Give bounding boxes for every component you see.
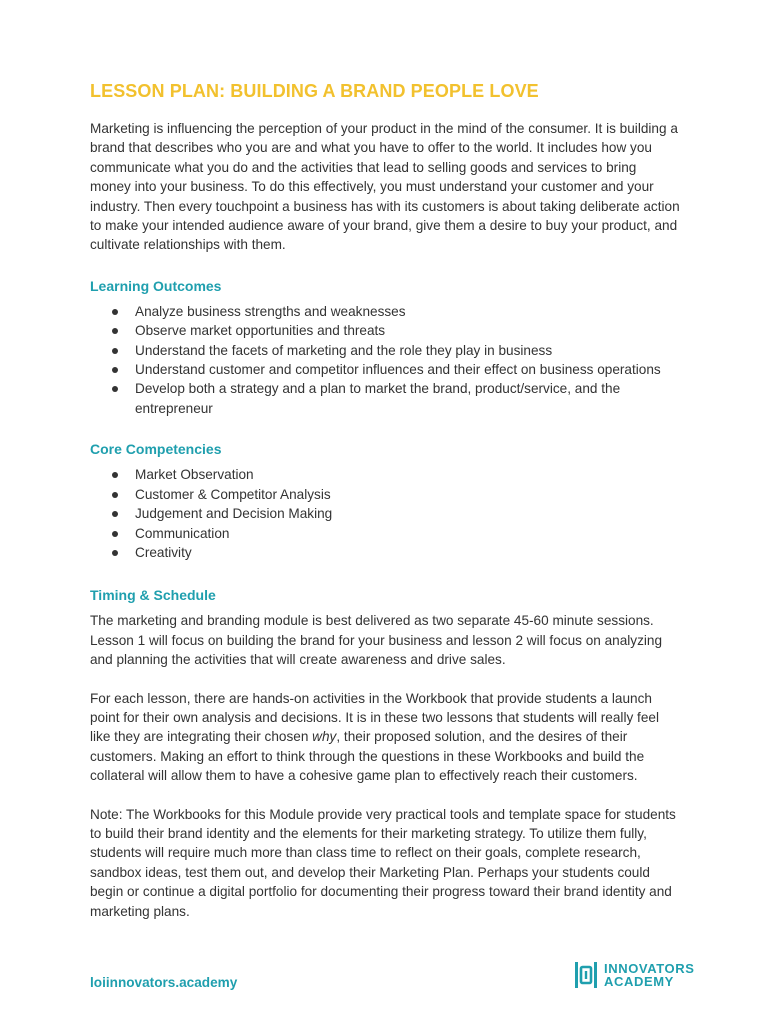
list-item: Judgement and Decision Making	[90, 504, 680, 523]
learning-outcomes-list	[90, 302, 680, 418]
timing-paragraph-2	[90, 689, 680, 786]
timing-paragraph-1: The marketing and branding module is best delivered as two separate 45-60 minute sessions. Lesson 1 will focus on building the brand for your business and lesson 2 will focus on analyzing and planning the activities that will create awareness and drive sales.	[90, 613, 663, 668]
intro-paragraph: Marketing is influencing the perception of your product in the mind of the consumer. It is building a brand that describes who you are and what you have to offer to the world. It includes how you communicate what you do and the activities that lead to selling goods and services to bring money into your business. To do this effectively, you must understand your customer and your industry. Then every touchpoint a business has with its customers is about taking deliberate action to make your intended audience aware of your brand, give them a desire to buy your product, and cultivate relationships with them.	[90, 121, 680, 253]
page-title: LESSON PLAN: BUILDING A BRAND PEOPLE LOVE	[90, 81, 539, 101]
list-item: Creativity	[90, 543, 680, 562]
list-item: Observe market opportunities and threats	[90, 321, 680, 340]
list-item: Customer & Competitor Analysis	[90, 485, 680, 504]
why-emphasis: why	[312, 729, 337, 745]
list-item: Understand the facets of marketing and the role they play in business	[90, 341, 680, 360]
core-competencies-list	[90, 465, 680, 562]
core-competencies-heading: Core Competencies	[90, 441, 222, 458]
list-item: Communication	[90, 524, 680, 543]
list-item: Market Observation	[90, 465, 680, 484]
logo-mark-icon	[575, 962, 597, 988]
timing-paragraph-2-start: For each lesson, there are hands-on activities in the Workbook that provide students a launch point for their own analysis and decisions. It is in these two lessons that students will really feel like they are integrating their chosen	[90, 690, 659, 745]
timing-paragraph-2-end: , their proposed solution, and the desires of their customers. Making an effort to think through the questions in these Workbooks and build the collateral will allow them to have a cohesive game plan to effectively reach their customers.	[90, 729, 645, 784]
list-item: Develop both a strategy and a plan to market the brand, product/service, and the entrepreneur	[90, 379, 680, 418]
timing-schedule-heading: Timing & Schedule	[90, 587, 216, 604]
innovators-academy-logo	[575, 962, 715, 990]
list-item: Analyze business strengths and weaknesses	[90, 302, 680, 321]
note-paragraph: Note: The Workbooks for this Module provide very practical tools and template space for students to build their brand identity and the elements for their marketing strategy. To utilize them fully, students will require much more than class time to reflect on their goals, complete research, sandbox ideas, test them out, and develop their Marketing Plan. Perhaps your students could begin or continue a digital portfolio for documenting their progress toward their brand identity and marketing plans.	[90, 806, 676, 919]
logo-line-2: ACADEMY	[604, 974, 674, 989]
list-item: Understand customer and competitor influences and their effect on business operations	[90, 360, 680, 379]
website-link[interactable]: loiinnovators.academy	[90, 975, 238, 990]
learning-outcomes-heading: Learning Outcomes	[90, 277, 222, 294]
logo-text	[604, 962, 695, 988]
lesson-plan-page	[90, 80, 680, 921]
logo-line-1: INNOVATORS	[604, 961, 695, 976]
